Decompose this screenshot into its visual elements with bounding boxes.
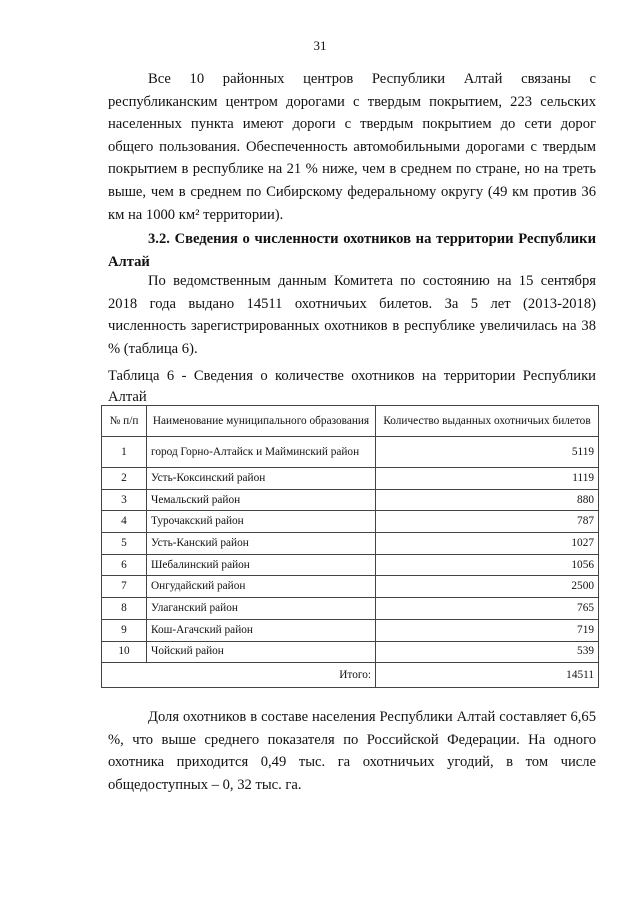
- table-row: [102, 598, 599, 620]
- row-count: 1119: [376, 468, 599, 490]
- row-name: Чойский район: [147, 641, 376, 663]
- row-num: 8: [102, 598, 147, 620]
- hunters-table: [101, 405, 599, 688]
- table-row: [102, 619, 599, 641]
- row-num: 6: [102, 554, 147, 576]
- page-number: 31: [313, 38, 327, 53]
- row-count: 765: [376, 598, 599, 620]
- total-value: 14511: [376, 663, 599, 688]
- row-num: 10: [102, 641, 147, 663]
- table-row: [102, 533, 599, 555]
- table-row: [102, 489, 599, 511]
- table-row: [102, 576, 599, 598]
- row-num: 4: [102, 511, 147, 533]
- row-num: 2: [102, 468, 147, 490]
- row-count: 2500: [376, 576, 599, 598]
- header-name: Наименование муниципального образования: [147, 406, 376, 437]
- row-name: Кош-Агачский район: [147, 619, 376, 641]
- table-row: [102, 468, 599, 490]
- row-num: 9: [102, 619, 147, 641]
- paragraph-hunting-licenses: По ведомственным данным Комитета по состоянию на 15 сентября 2018 года выдано 14511 охотничьих билетов. За 5 лет (2013-2018) численность зарегистрированных охотников в республике увеличилась на 38 % (таблица 6).: [108, 273, 596, 357]
- table-row: [102, 437, 599, 468]
- table-total-row: [102, 663, 599, 688]
- row-name: Улаганский район: [147, 598, 376, 620]
- row-count: 1056: [376, 554, 599, 576]
- row-name: город Горно-Алтайск и Майминский район: [147, 437, 376, 468]
- table-row: [102, 554, 599, 576]
- row-count: 1027: [376, 533, 599, 555]
- total-label: Итого:: [102, 663, 376, 688]
- row-count: 787: [376, 511, 599, 533]
- table-caption: Таблица 6 - Сведения о количестве охотников на территории Республики Алтай: [108, 368, 596, 405]
- row-count: 719: [376, 619, 599, 641]
- header-num: № п/п: [102, 406, 147, 437]
- row-num: 7: [102, 576, 147, 598]
- table-row: [102, 511, 599, 533]
- row-name: Усть-Канский район: [147, 533, 376, 555]
- row-name: Онгудайский район: [147, 576, 376, 598]
- header-count: Количество выданных охотничьих билетов: [376, 406, 599, 437]
- paragraph-roads: Все 10 районных центров Республики Алтай связаны с республиканским центром дорогами с твердым покрытием, 223 сельских населенных пункта имеют дороги с твердым покрытием до сети дорог общего пользования. Обеспеченность автомобильными дорогами с твердым покрытием в республике на 21 % ниже, чем в среднем по стране, но на треть выше, чем в среднем по Сибирскому федеральному округу (49 км против 36 км на 1000 км² территории).: [108, 71, 596, 223]
- row-num: 5: [102, 533, 147, 555]
- row-name: Усть-Коксинский район: [147, 468, 376, 490]
- row-name: Шебалинский район: [147, 554, 376, 576]
- row-count: 5119: [376, 437, 599, 468]
- paragraph-hunter-share: Доля охотников в составе населения Республики Алтай составляет 6,65 %, что выше среднего показателя по Российской Федерации. На одного охотника приходится 0,49 тыс. га охотничьих угодий, в том числе общедоступных – 0, 32 тыс. га.: [108, 709, 596, 793]
- table-header-row: [102, 406, 599, 437]
- row-name: Чемальский район: [147, 489, 376, 511]
- row-count: 880: [376, 489, 599, 511]
- section-heading: 3.2. Сведения о численности охотников на территории Республики Алтай: [108, 231, 596, 270]
- row-num: 3: [102, 489, 147, 511]
- row-name: Турочакский район: [147, 511, 376, 533]
- row-count: 539: [376, 641, 599, 663]
- table-row: [102, 641, 599, 663]
- row-num: 1: [102, 437, 147, 468]
